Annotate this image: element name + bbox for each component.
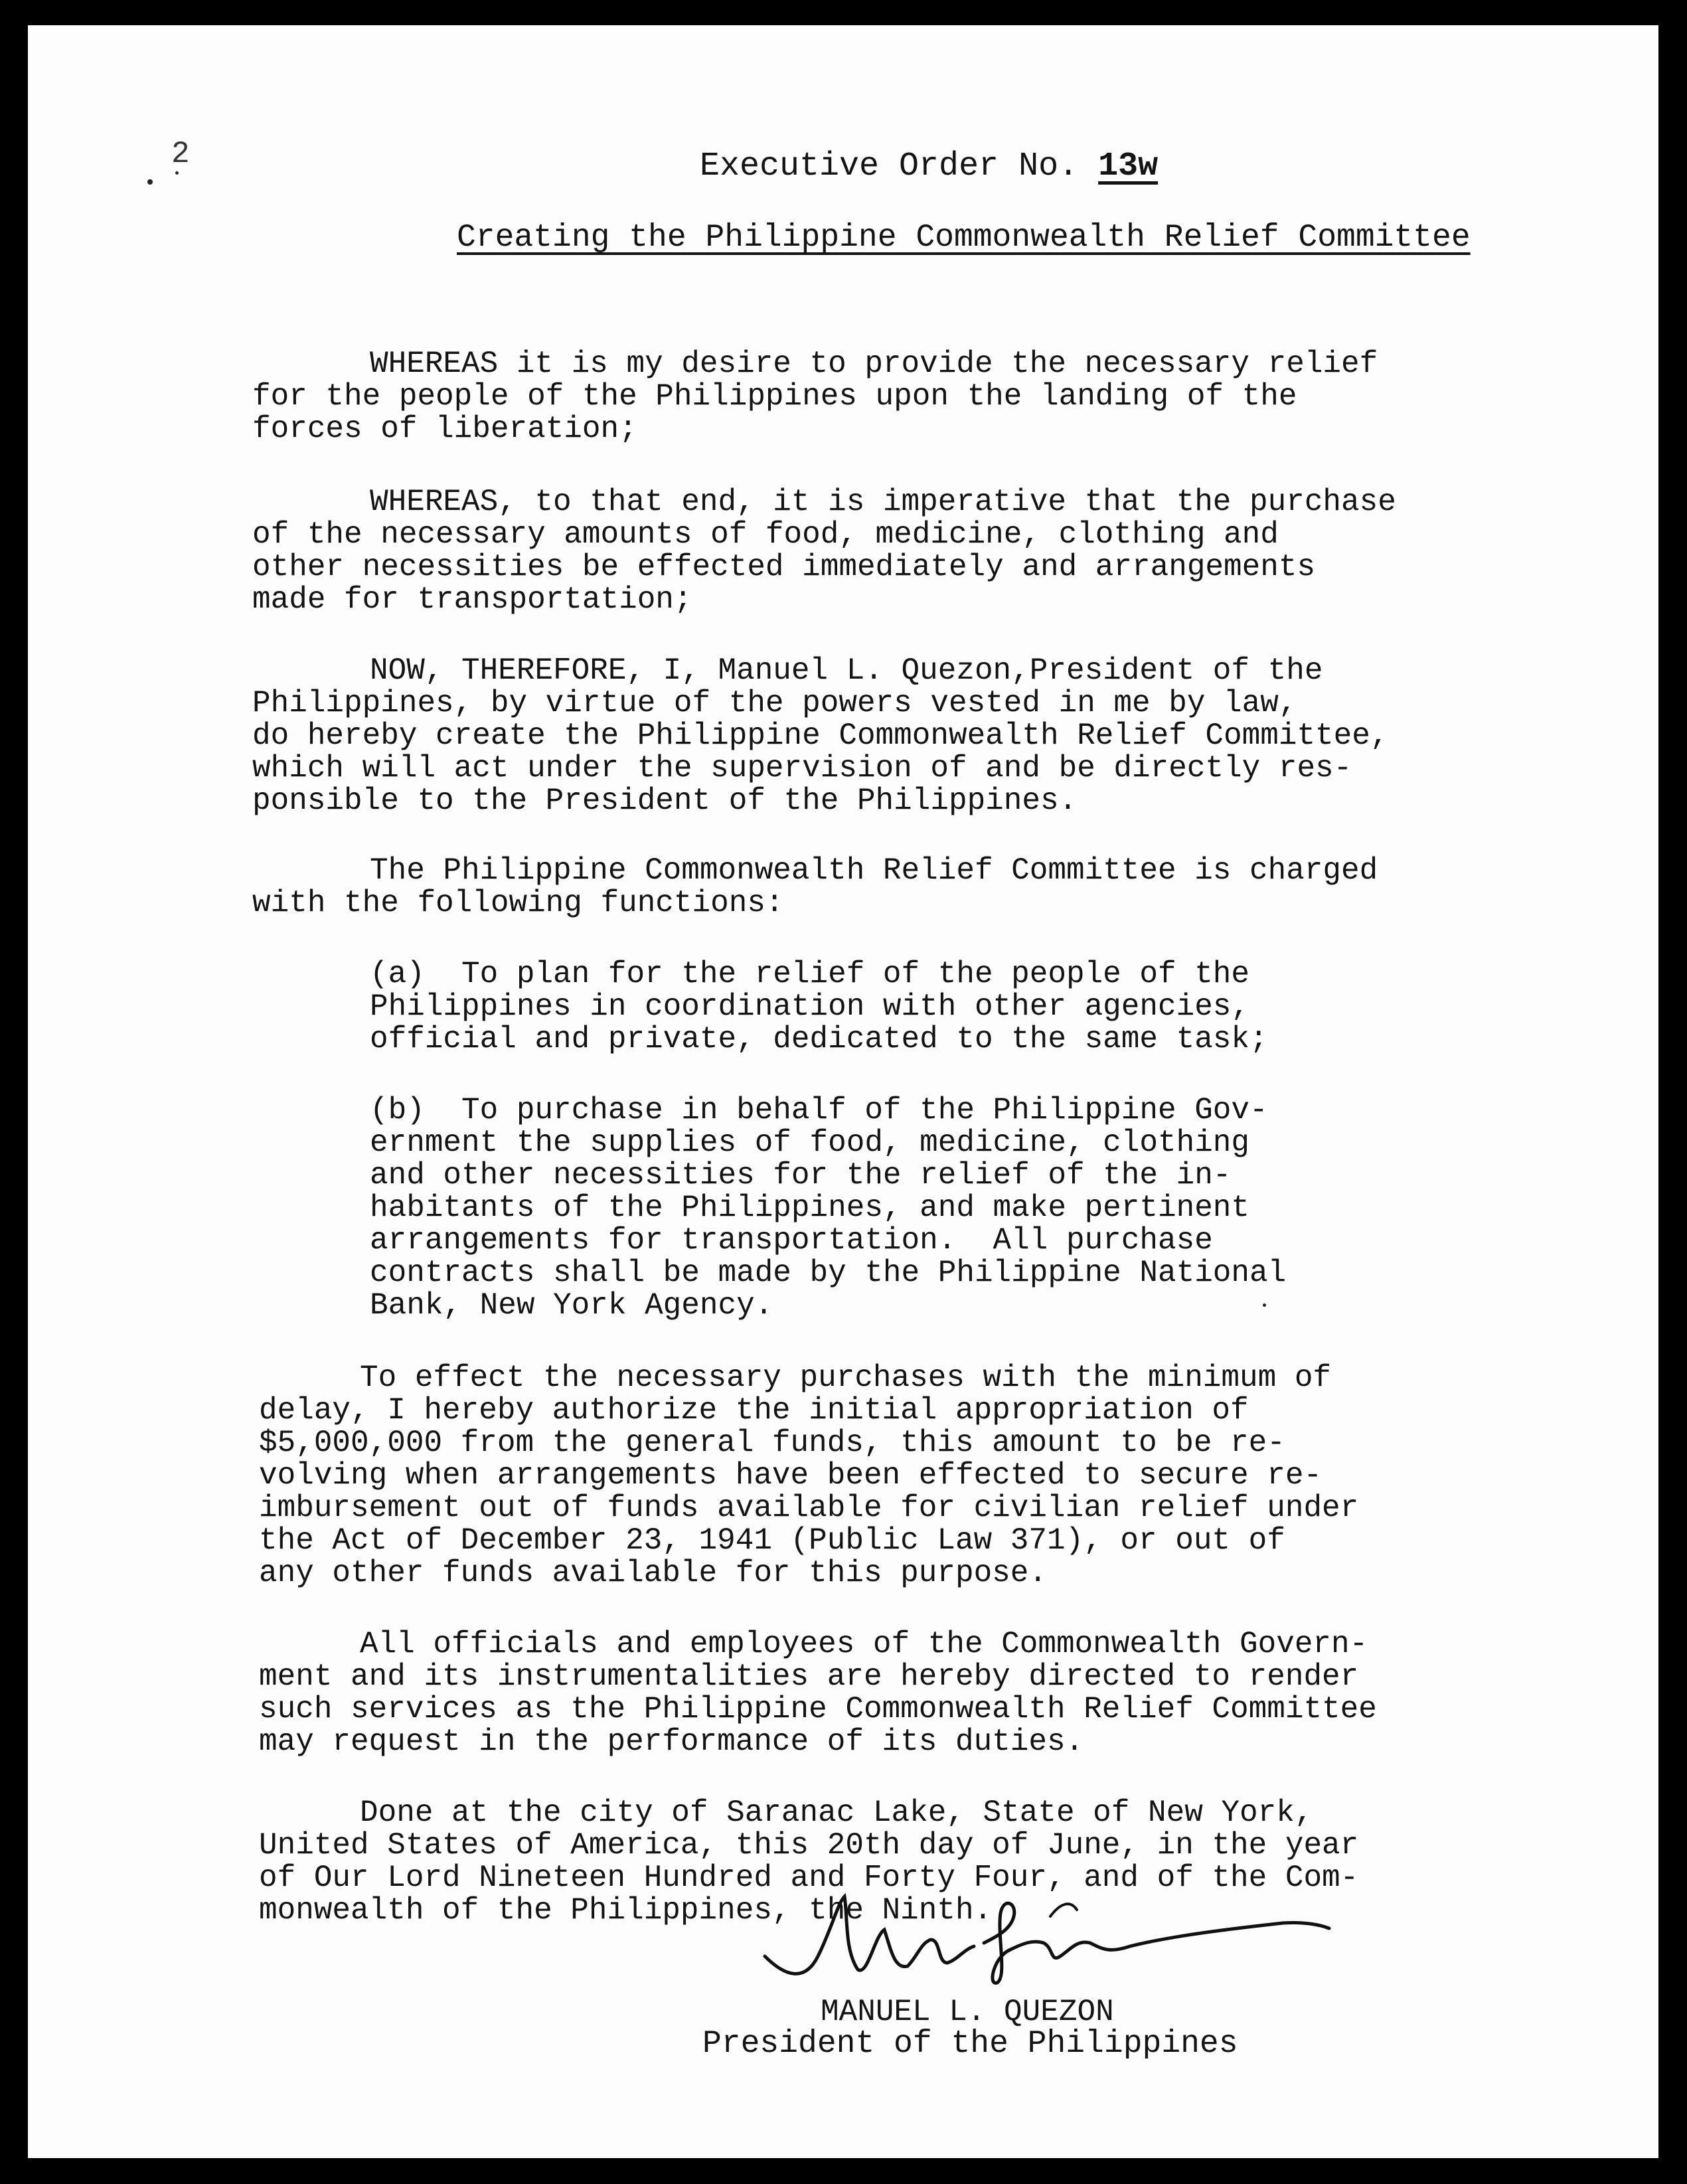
margin-dot bbox=[175, 171, 179, 175]
p6-line-2: ment and its instrumentalities are hereby directed to render bbox=[259, 1659, 1359, 1694]
p7-line-2: United States of America, this 20th day of June, in the year bbox=[259, 1828, 1359, 1863]
p3-line-1: NOW, THEREFORE, I, Manuel L. Quezon,President of the bbox=[370, 653, 1323, 688]
p7-line-4: monwealth of the Philippines, the Ninth. bbox=[259, 1893, 993, 1928]
order-number: 13w bbox=[1098, 147, 1159, 185]
item-b-line-7: Bank, New York Agency. bbox=[370, 1288, 773, 1323]
p5-line-5: imbursement out of funds available for civilian relief under bbox=[259, 1491, 1359, 1525]
p4-line-1: The Philippine Commonwealth Relief Committee is charged bbox=[370, 853, 1378, 888]
p3-line-3: do hereby create the Philippine Commonwealth Relief Committee, bbox=[252, 718, 1389, 753]
p5-line-6: the Act of December 23, 1941 (Public Law 371), or out of bbox=[259, 1523, 1285, 1558]
p3-line-2: Philippines, by virtue of the powers vested in me by law, bbox=[252, 686, 1297, 720]
item-a-line-2: Philippines in coordination with other agencies, bbox=[370, 989, 1250, 1024]
p6-line-1: All officials and employees of the Commonwealth Govern- bbox=[360, 1627, 1368, 1661]
p5-line-1: To effect the necessary purchases with the minimum of bbox=[360, 1361, 1332, 1395]
p2-line-2: of the necessary amounts of food, medicine, clothing and bbox=[252, 517, 1279, 552]
p2-line-3: other necessities be effected immediately and arrangements bbox=[252, 550, 1316, 584]
p1-line-2: for the people of the Philippines upon the landing of the bbox=[252, 379, 1297, 414]
signatory-title: President of the Philippines bbox=[702, 2026, 1238, 2062]
p1-line-3: forces of liberation; bbox=[252, 412, 637, 446]
margin-mark: 2 bbox=[171, 137, 190, 171]
document-title bbox=[700, 147, 1159, 185]
item-a-line-3: official and private, dedicated to the same task; bbox=[370, 1022, 1268, 1056]
p5-line-4: volving when arrangements have been effected to secure re- bbox=[259, 1458, 1323, 1493]
item-b-line-3: and other necessities for the relief of the in- bbox=[370, 1158, 1232, 1193]
item-b-line-1: (b) To purchase in behalf of the Philippine Gov- bbox=[370, 1093, 1268, 1128]
p1-line-1: WHEREAS it is my desire to provide the necessary relief bbox=[370, 347, 1378, 381]
handwritten-signature bbox=[758, 1877, 1382, 1996]
stray-dot bbox=[1263, 1303, 1266, 1307]
p4-line-2: with the following functions: bbox=[252, 886, 784, 920]
p5-line-2: delay, I hereby authorize the initial appropriation of bbox=[259, 1393, 1249, 1428]
item-a-line-1: (a) To plan for the relief of the people of the bbox=[370, 957, 1250, 991]
p5-line-3: $5,000,000 from the general funds, this amount to be re- bbox=[259, 1426, 1285, 1460]
p7-line-1: Done at the city of Saranac Lake, State of New York, bbox=[360, 1796, 1313, 1830]
item-b-line-2: ernment the supplies of food, medicine, clothing bbox=[370, 1126, 1250, 1160]
item-b-line-5: arrangements for transportation. All purchase bbox=[370, 1223, 1213, 1258]
signatory-name: MANUEL L. QUEZON bbox=[821, 1995, 1114, 2029]
p3-line-5: ponsible to the President of the Philippines. bbox=[252, 784, 1078, 818]
p2-line-1: WHEREAS, to that end, it is imperative that the purchase bbox=[370, 485, 1396, 519]
title-prefix: Executive Order No. bbox=[700, 147, 1079, 185]
p7-line-3: of Our Lord Nineteen Hundred and Forty Four, and of the Com- bbox=[259, 1861, 1359, 1895]
p2-line-4: made for transportation; bbox=[252, 582, 692, 617]
margin-dot bbox=[147, 179, 153, 185]
p5-line-7: any other funds available for this purpose. bbox=[259, 1556, 1047, 1590]
p6-line-3: such services as the Philippine Commonwealth Relief Committee bbox=[259, 1692, 1377, 1726]
p6-line-4: may request in the performance of its duties. bbox=[259, 1724, 1084, 1759]
p3-line-4: which will act under the supervision of and be directly res- bbox=[252, 751, 1352, 786]
item-b-line-4: habitants of the Philippines, and make pertinent bbox=[370, 1191, 1250, 1225]
document-page bbox=[28, 25, 1658, 2158]
document-subtitle: Creating the Philippine Commonwealth Relief Committee bbox=[457, 220, 1471, 256]
item-b-line-6: contracts shall be made by the Philippine National bbox=[370, 1256, 1287, 1290]
